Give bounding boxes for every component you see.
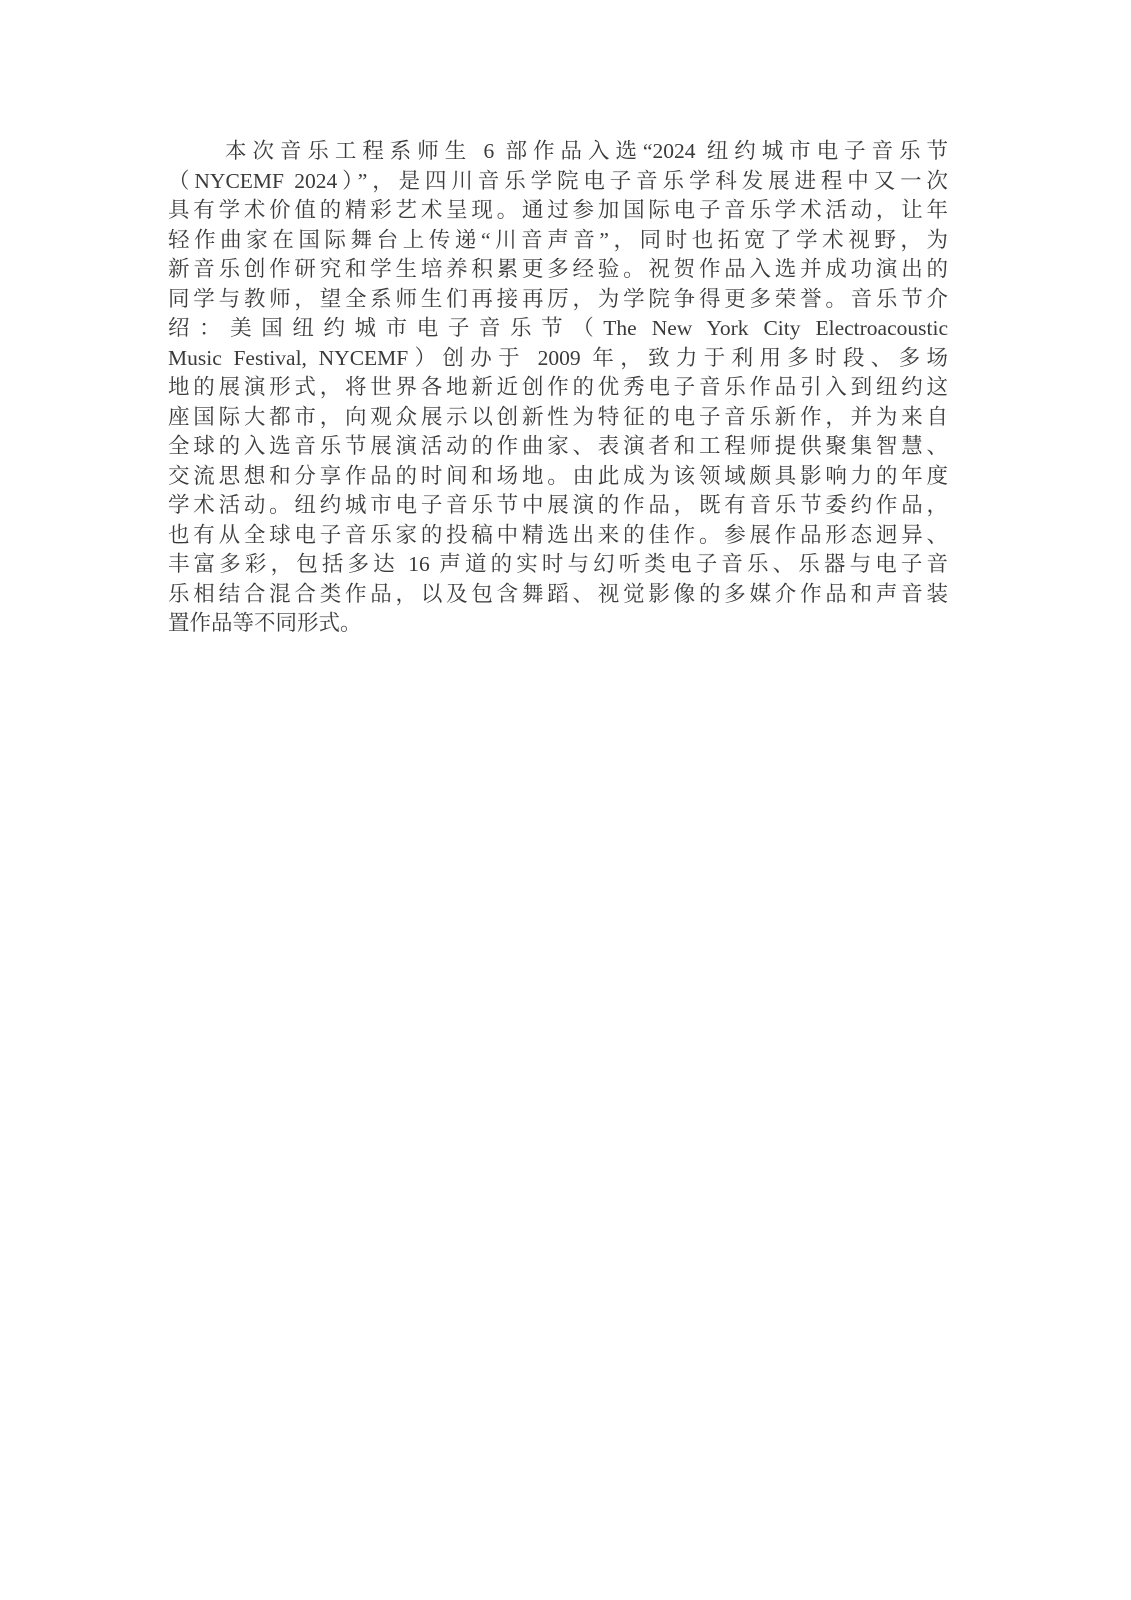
text-line: 本次音乐工程系师生 6 部作品入选“2024 纽约城市电子音乐节 — [225, 139, 948, 163]
text-line: 具有学术价值的精彩艺术呈现。通过参加国际电子音乐学术活动，让年 — [168, 198, 948, 222]
text-line: 置作品等不同形式。 — [168, 611, 362, 635]
text-line: 新音乐创作研究和学生培养积累更多经验。祝贺作品入选并成功演出的 — [168, 257, 948, 281]
text-line: 同学与教师，望全系师生们再接再厉，为学院争得更多荣誉。音乐节介 — [168, 286, 948, 311]
text-line: 丰富多彩，包括多达 16 声道的实时与幻听类电子音乐、乐器与电子音 — [168, 552, 948, 576]
text-line: 全球的入选音乐节展演活动的作曲家、表演者和工程师提供聚集智慧、 — [168, 434, 948, 458]
paragraph — [168, 137, 948, 639]
text-line: 交流思想和分享作品的时间和场地。由此成为该领域颇具影响力的年度 — [168, 463, 948, 488]
text-line: 学术活动。纽约城市电子音乐节中展演的作品，既有音乐节委约作品， — [168, 493, 948, 517]
text-line: 轻作曲家在国际舞台上传递“川音声音”，同时也拓宽了学术视野，为 — [168, 227, 948, 252]
text-line: 座国际大都市，向观众展示以创新性为特征的电子音乐新作，并为来自 — [168, 404, 948, 429]
text-line: （NYCEMF 2024）”，是四川音乐学院电子音乐学科发展进程中又一次 — [168, 168, 948, 193]
text-line: 也有从全球电子音乐家的投稿中精选出来的佳作。参展作品形态迥异、 — [168, 522, 948, 547]
text-line: 乐相结合混合类作品，以及包含舞蹈、视觉影像的多媒介作品和声音装 — [168, 581, 948, 606]
text-line: 绍：美国纽约城市电子音乐节（The New York City Electroacoustic — [168, 316, 948, 340]
text-line: 地的展演形式，将世界各地新近创作的优秀电子音乐作品引入到纽约这 — [168, 375, 948, 399]
text-line: Music Festival, NYCEMF）创办于 2009 年，致力于利用多时段、多场 — [168, 345, 948, 370]
